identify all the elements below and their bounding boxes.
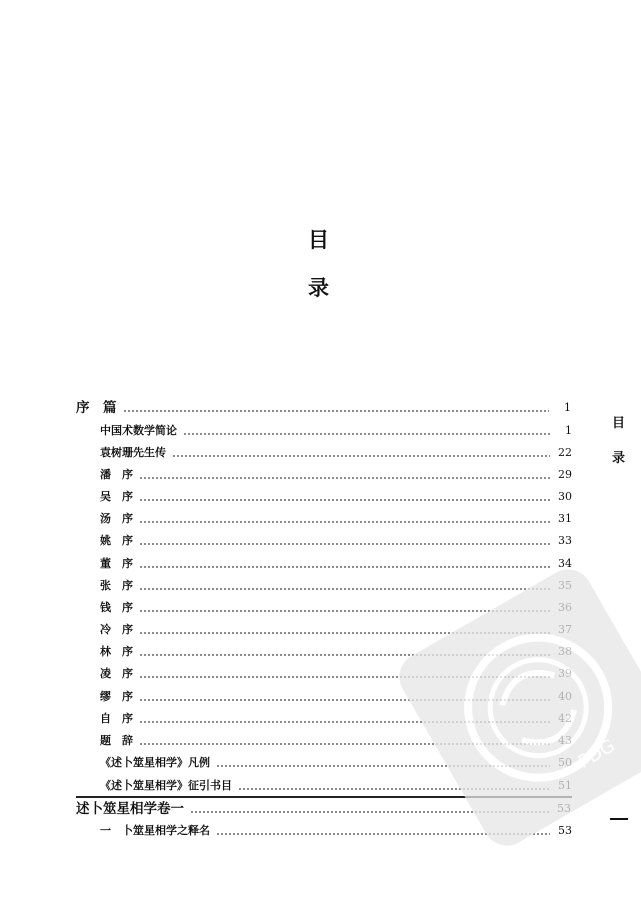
toc-entry-label: 张 序	[100, 579, 133, 592]
toc-entry-label: 《述卜筮星相学》凡例	[100, 756, 210, 769]
toc-entry-label: 自 序	[100, 712, 133, 725]
toc-entry-label: 林 序	[100, 645, 133, 658]
toc-entry[interactable]	[100, 556, 572, 572]
page-title-char-2: 录	[308, 275, 329, 300]
dot-leader	[123, 410, 550, 412]
dot-leader	[172, 455, 550, 457]
margin-dash	[610, 818, 628, 820]
dot-leader	[139, 566, 550, 568]
running-header-char-2: 录	[612, 451, 626, 466]
dot-leader	[139, 543, 550, 545]
toc-entry-label: 袁树珊先生传	[100, 446, 166, 459]
dot-leader	[139, 477, 550, 479]
toc-entry[interactable]	[100, 489, 572, 505]
toc-entry-page: 22	[558, 446, 572, 459]
toc-entry-label: 钱 序	[100, 601, 133, 614]
toc-entry-label: 吴 序	[100, 490, 133, 503]
toc-entry[interactable]	[100, 511, 572, 527]
running-header-char-1: 目	[612, 416, 626, 431]
dot-leader	[139, 588, 550, 590]
toc-entry[interactable]	[100, 533, 572, 549]
toc-entry-label: 《述卜筮星相学》征引书目	[100, 779, 232, 792]
toc-entry-label: 中国术数学简论	[100, 424, 177, 437]
toc-entry-label: 序 篇	[76, 400, 117, 416]
dot-leader	[183, 433, 550, 435]
toc-entry-label: 潘 序	[100, 468, 133, 481]
toc-entry-page: 31	[558, 512, 572, 525]
toc-entry-label: 缪 序	[100, 690, 133, 703]
toc-entry-label: 述卜筮星相学卷一	[76, 801, 184, 817]
toc-entry-page: 1	[565, 424, 572, 437]
toc-entry[interactable]	[100, 467, 572, 483]
toc-entry-label: 汤 序	[100, 512, 133, 525]
toc-entry[interactable]	[76, 400, 571, 416]
toc-entry-label: 题 辞	[100, 734, 133, 747]
toc-entry-page: 34	[558, 557, 572, 570]
toc-entry-label: 凌 序	[100, 667, 133, 680]
toc-entry[interactable]	[100, 445, 572, 461]
toc-entry-page: 30	[558, 490, 572, 503]
page-title-char-1: 目	[308, 227, 329, 252]
toc-entry-page: 33	[558, 534, 572, 547]
toc-entry-page: 1	[564, 401, 571, 414]
toc-entry[interactable]	[100, 578, 572, 594]
dot-leader	[139, 499, 550, 501]
toc-entry-label: 董 序	[100, 557, 133, 570]
toc-entry-label: 姚 序	[100, 534, 133, 547]
toc-entry-label: 冷 序	[100, 623, 133, 636]
toc-entry-label: 一 卜筮星相学之释名	[100, 824, 210, 837]
dot-leader	[139, 521, 550, 523]
toc-entry-page: 29	[558, 468, 572, 481]
toc-entry-page: 53	[558, 824, 572, 837]
watermark-text: PDG	[573, 735, 618, 773]
toc-entry[interactable]	[100, 423, 572, 439]
